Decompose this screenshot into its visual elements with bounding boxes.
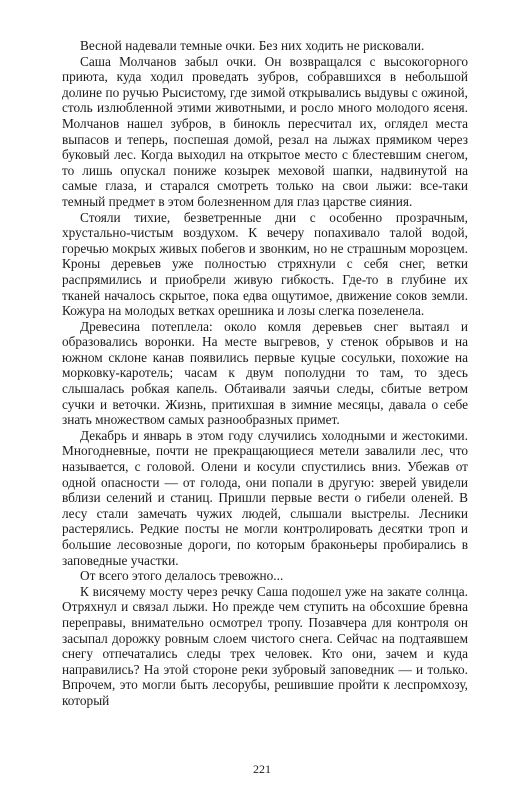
- paragraph-2: Саша Молчанов забыл очки. Он возвращался с высокогорного приюта, куда ходил проведать зубров, собравшихся в небольшой долине по ручью Рысистому, где зимой открывались выдувы с ожиной, столь излюбленной этими животными, и росло много молодого ясеня. Молчанов нашел зубров, в бинокль пересчитал их, оглядел места выпасов и теперь, поспешая домой, резал на лыжах прямиком через буковый лес. Когда выходил на открытое место с блестевшим снегом, то лишь опускал пониже козырек меховой шапки, надвинутой на самые глаза, и старался смотреть только на свои лыжи: все-таки темный предмет в этом болезненном для глаз царстве сияния.: [62, 53, 468, 209]
- paragraph-5: Декабрь и январь в этом году случились холодными и жестокими. Многодневные, почти не прекращающиеся метели завалили лес, что называется, с головой. Олени и косули спустились вниз. Убежав от одной опасности — от голода, они попали в другую: зверей увидели вблизи селений и станиц. Пришли первые вести о гибели оленей. В лесу стали замечать чужих людей, слышали выстрелы. Лесники растерялись. Редкие посты не могли контролировать десятки троп и большие лесовозные дороги, по которым браконьеры пробирались в заповедные участки.: [62, 427, 468, 568]
- paragraph-1: Весной надевали темные очки. Без них ходить не рисковали.: [80, 38, 425, 53]
- paragraph-6: От всего этого делалось тревожно...: [80, 568, 284, 584]
- book-page-text: [62, 38, 468, 709]
- paragraph-3: Стояли тихие, безветренные дни с особенно прозрачным, хрустально-чистым воздухом. К вечеру попахивало талой водой, горечью мокрых живых побегов и звонким, но не страшным морозцем. Кроны деревьев уже полностью стряхнули с себя снег, ветки распрямились и приобрели живую гибкость. Где-то в глубине их тканей началось скрытое, пока едва ощутимое, движение соков земли. Кожура на молодых ветках орешника и лозы слегка позеленела.: [62, 209, 468, 319]
- paragraph-7: К висячему мосту через речку Саша подошел уже на закате солнца. Отряхнул и связал лыжи. Но прежде чем ступить на обсохшие бревна переправы, внимательно осмотрел тропу. Позавчера для контроля он засыпал дорожку ровным слоем чистого снега. Сейчас на подтаявшем снегу отпечатались следы трех человек. Кто они, зачем и куда направились? На этой стороне реки зубровый заповедник — и только. Впрочем, это могли быть лесорубы, решившие пройти к леспромхозу, который: [62, 583, 468, 708]
- paragraph-4: Древесина потеплела: около комля деревьев снег вытаял и образовались воронки. На месте выгревов, у стенок обрывов и на южном склоне канав появились первые куцые сосульки, похожие на морковку-каротель; часам к двум пополудни то там, то здесь слышалась робкая капель. Обтаивали заячьи следы, сбитые ветром сучки и веточки. Жизнь, притихшая в зимние месяцы, давала о себе знать множеством самых разнообразных примет.: [62, 318, 468, 428]
- page-number: 221: [253, 762, 271, 776]
